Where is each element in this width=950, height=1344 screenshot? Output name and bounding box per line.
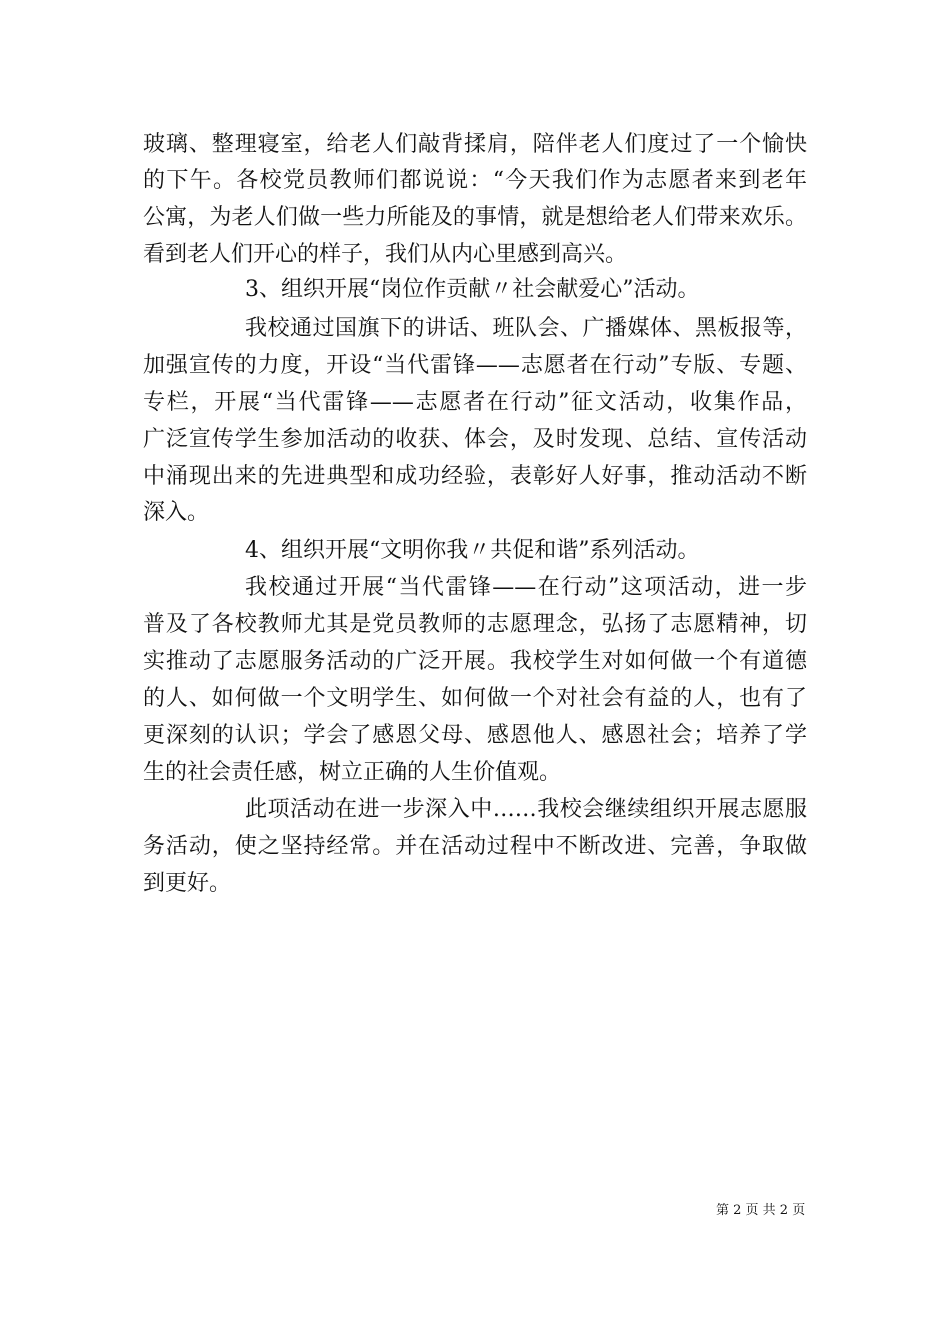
text-line: 的下午。各校党员教师们都说说：“今天我们作为志愿者来到老年 <box>143 168 807 193</box>
text-line: 玻璃、整理寝室，给老人们敲背揉肩，陪伴老人们度过了一个愉快 <box>143 132 807 157</box>
text-line: 我校通过国旗下的讲话、班队会、广播媒体、黑板报等， <box>245 316 807 341</box>
page-number-footer: 第 2 页 共 2 页 <box>716 1203 806 1218</box>
text-line: 实推动了志愿服务活动的广泛开展。我校学生对如何做一个有道德 <box>143 649 807 674</box>
text-line: 中涌现出来的先进典型和成功经验，表彰好人好事，推动活动不断 <box>143 464 807 489</box>
section-heading-4: 4、组织开展“文明你我〃共促和谐”系列活动。 <box>245 538 700 563</box>
text-line: 深入。 <box>143 500 210 525</box>
text-line: 加强宣传的力度，开设“当代雷锋——志愿者在行动”专版、专题、 <box>143 353 807 378</box>
text-line: 到更好。 <box>143 871 232 896</box>
section-heading-3: 3、组织开展“岗位作贡献〃社会献爱心”活动。 <box>245 277 700 302</box>
text-line: 公寓，为老人们做一些力所能及的事情，就是想给老人们带来欢乐。 <box>143 205 807 230</box>
text-line: 看到老人们开心的样子，我们从内心里感到高兴。 <box>143 242 628 267</box>
text-line: 务活动，使之坚持经常。并在活动过程中不断改进、完善，争取做 <box>143 834 807 859</box>
text-line: 普及了各校教师尤其是党员教师的志愿理念，弘扬了志愿精神，切 <box>143 612 807 637</box>
text-line: 的人、如何做一个文明学生、如何做一个对社会有益的人，也有了 <box>143 686 807 711</box>
text-line: 我校通过开展“当代雷锋——在行动”这项活动，进一步 <box>245 575 807 600</box>
text-line: 广泛宣传学生参加活动的收获、体会，及时发现、总结、宣传活动 <box>143 427 807 452</box>
text-line: 生的社会责任感，树立正确的人生价值观。 <box>143 760 562 785</box>
text-line: 此项活动在进一步深入中……我校会继续组织开展志愿服 <box>245 797 807 822</box>
text-line: 专栏，开展“当代雷锋——志愿者在行动”征文活动，收集作品， <box>143 390 807 415</box>
text-line: 更深刻的认识；学会了感恩父母、感恩他人、感恩社会；培养了学 <box>143 723 807 748</box>
